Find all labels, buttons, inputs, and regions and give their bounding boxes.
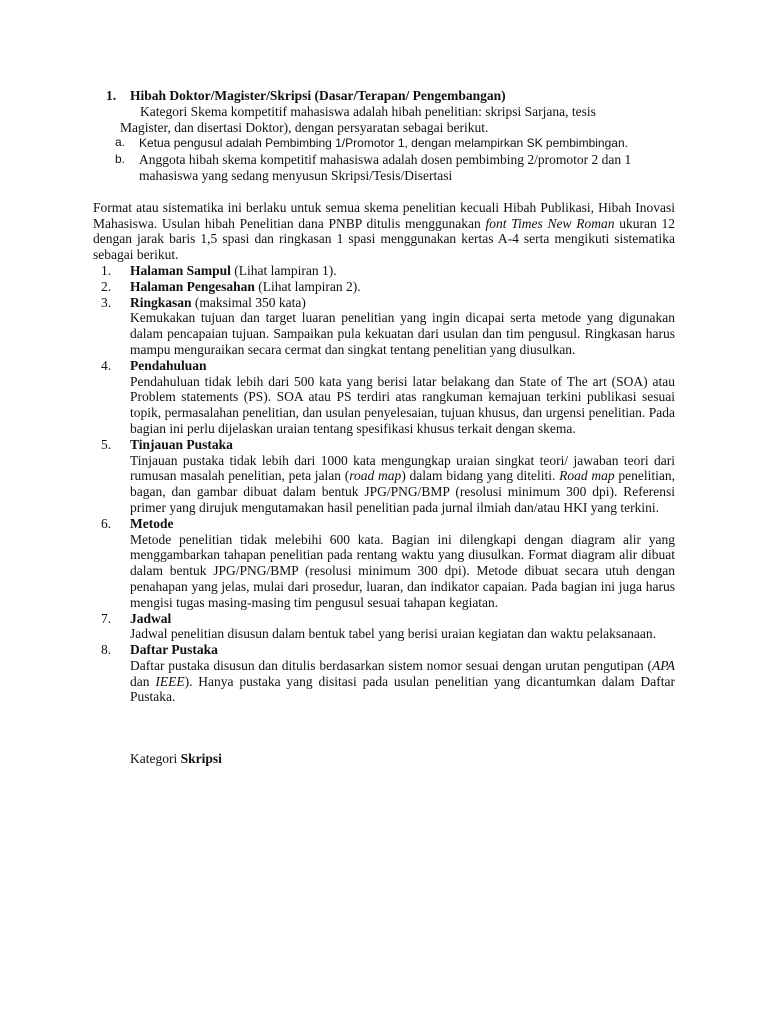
list-item bbox=[93, 358, 675, 374]
list-number: 8. bbox=[101, 642, 112, 658]
list-title: Halaman Sampul bbox=[130, 262, 231, 278]
item-text: Anggota hibah skema kompetitif mahasiswa adalah dosen pembimbing 2/promotor 2 dan 1 mahasiswa yang sedang menyusun Skripsi/Tesis/Disertasi bbox=[139, 152, 632, 183]
list-description: Jadwal penelitian disusun dalam bentuk tabel yang berisi uraian kegiatan dan waktu pelaksanaan. bbox=[130, 626, 656, 642]
kategori-line bbox=[93, 751, 675, 767]
list-item bbox=[93, 279, 675, 295]
list-number: 2. bbox=[101, 278, 112, 294]
list-note: (maksimal 350 kata) bbox=[191, 294, 306, 310]
desc-italic: IEEE bbox=[155, 673, 185, 689]
format-paragraph bbox=[93, 200, 675, 263]
list-description: Kemukakan tujuan dan target luaran penelitian yang ingin dicapai serta metode yang digunakan dalam pencapaian tujuan. Sampaikan pula kekuatan dari usulan dan tim pengusul. Ringkasan harus mampu menguraikan secara cermat dan singkat tentang penelitian yang diusulkan. bbox=[130, 310, 675, 357]
desc-part: ) dalam bidang yang diteliti. bbox=[401, 468, 560, 484]
list-number: 4. bbox=[101, 357, 112, 373]
list-number: 7. bbox=[101, 610, 112, 626]
list-number: 5. bbox=[101, 436, 112, 452]
desc-part: Daftar pustaka disusun dan ditulis berdasarkan sistem nomor sesuai dengan urutan pengutipan ( bbox=[130, 657, 652, 673]
section-1-item-b bbox=[93, 152, 655, 184]
section-1-title: Hibah Doktor/Magister/Skripsi (Dasar/Terapan/ Pengembangan) bbox=[130, 88, 506, 103]
list-description bbox=[93, 658, 675, 705]
list-note: (Lihat lampiran 1). bbox=[230, 262, 337, 278]
list-item bbox=[93, 642, 675, 658]
document-page bbox=[93, 88, 675, 767]
list-item bbox=[93, 516, 675, 532]
desc-italic: Road map bbox=[559, 468, 615, 484]
format-text-2: ukuran 12 dengan jarak baris 1,5 spasi dan ringkasan 1 spasi menggunakan kertas A-4 serta mengikuti sistematika sebagai berikut. bbox=[93, 215, 675, 263]
list-number: 1. bbox=[101, 262, 112, 278]
section-1-item-a bbox=[93, 135, 655, 152]
list-title: Halaman Pengesahan bbox=[130, 278, 255, 294]
item-label: a. bbox=[115, 135, 126, 150]
list-title: Metode bbox=[130, 515, 174, 531]
list-number: 3. bbox=[101, 294, 112, 310]
section-1-number: 1. bbox=[106, 88, 117, 103]
item-text: Ketua pengusul adalah Pembimbing 1/Promotor 1, dengan melampirkan SK pembimbingan. bbox=[139, 136, 628, 151]
format-text-1: Format atau sistematika ini berlaku untuk semua skema penelitian kecuali Hibah Publikasi, Hibah Inovasi Mahasiswa. Usulan hibah Penelitian dana PNBP ditulis menggunakan bbox=[93, 199, 675, 231]
list-title: Daftar Pustaka bbox=[130, 642, 218, 658]
section-1-heading bbox=[93, 88, 675, 104]
desc-part: dan bbox=[130, 673, 156, 689]
kategori-value: Skripsi bbox=[180, 751, 222, 767]
outline-list bbox=[93, 263, 675, 705]
list-title: Jadwal bbox=[130, 610, 172, 626]
list-title: Tinjauan Pustaka bbox=[130, 436, 233, 452]
list-title: Ringkasan bbox=[130, 294, 192, 310]
list-item bbox=[93, 611, 675, 627]
desc-italic: APA bbox=[652, 657, 675, 673]
list-title: Pendahuluan bbox=[130, 357, 207, 373]
format-font-name: font Times New Roman bbox=[485, 215, 615, 231]
list-item bbox=[93, 437, 675, 453]
desc-part: ). Hanya pustaka yang disitasi pada usulan penelitian yang dicantumkan dalam Daftar Pustaka. bbox=[130, 673, 675, 705]
list-description: Pendahuluan tidak lebih dari 500 kata yang berisi latar belakang dan State of The art (SOA) atau Problem statements (PS). SOA atau PS terdiri atas rangkuman kemajuan terkini publikasi sesuai topik, permasalahan penelitian, dan usulan penyelesaian, tujuan khusus, dan urgensi penelitian. Pada bagian ini perlu dijelaskan uraian tentang spesifikasi khusus terkait dengan skema. bbox=[130, 373, 675, 436]
list-item bbox=[93, 263, 675, 279]
desc-part: Tinjauan pustaka tidak lebih dari 1000 kata mengungkap uraian singkat teori/ jawaban teori dari rumusan masalah penelitian, peta jalan ( bbox=[130, 452, 675, 484]
item-label: b. bbox=[115, 152, 126, 167]
list-description bbox=[93, 453, 675, 516]
list-item bbox=[93, 295, 675, 311]
section-1-intro: Kategori Skema kompetitif mahasiswa adalah hibah penelitian: skripsi Sarjana, tesis Magister, dan disertasi Doktor), dengan persyaratan sebagai berikut. bbox=[120, 103, 596, 135]
list-note: (Lihat lampiran 2). bbox=[254, 278, 361, 294]
list-description: Metode penelitian tidak melebihi 600 kata. Bagian ini dilengkapi dengan diagram alir yang menggambarkan tahapan penelitian pada rentang waktu yang diusulkan. Format diagram alir dibuat dalam bentuk JPG/PNG/BMP (resolusi minimum 300 dpi). Metode dibuat secara utuh dengan penahapan yang jelas, mulai dari prosedur, luaran, dan indikator capaian. Pada bagian ini juga harus mengisi tugas masing-masing tim pengusul sesuai tahapan kegiatan. bbox=[130, 531, 675, 610]
list-number: 6. bbox=[101, 515, 112, 531]
kategori-label: Kategori bbox=[130, 751, 181, 767]
desc-italic: road map bbox=[349, 468, 402, 484]
desc-part: penelitian, bagan, dan gambar dibuat dalam bentuk JPG/PNG/BMP (resolusi minimum 300 dpi). Referensi primer yang dirujuk mengutamakan hasil penelitian pada jurnal ilmiah dan/atau HKI yang terkini. bbox=[130, 468, 676, 515]
